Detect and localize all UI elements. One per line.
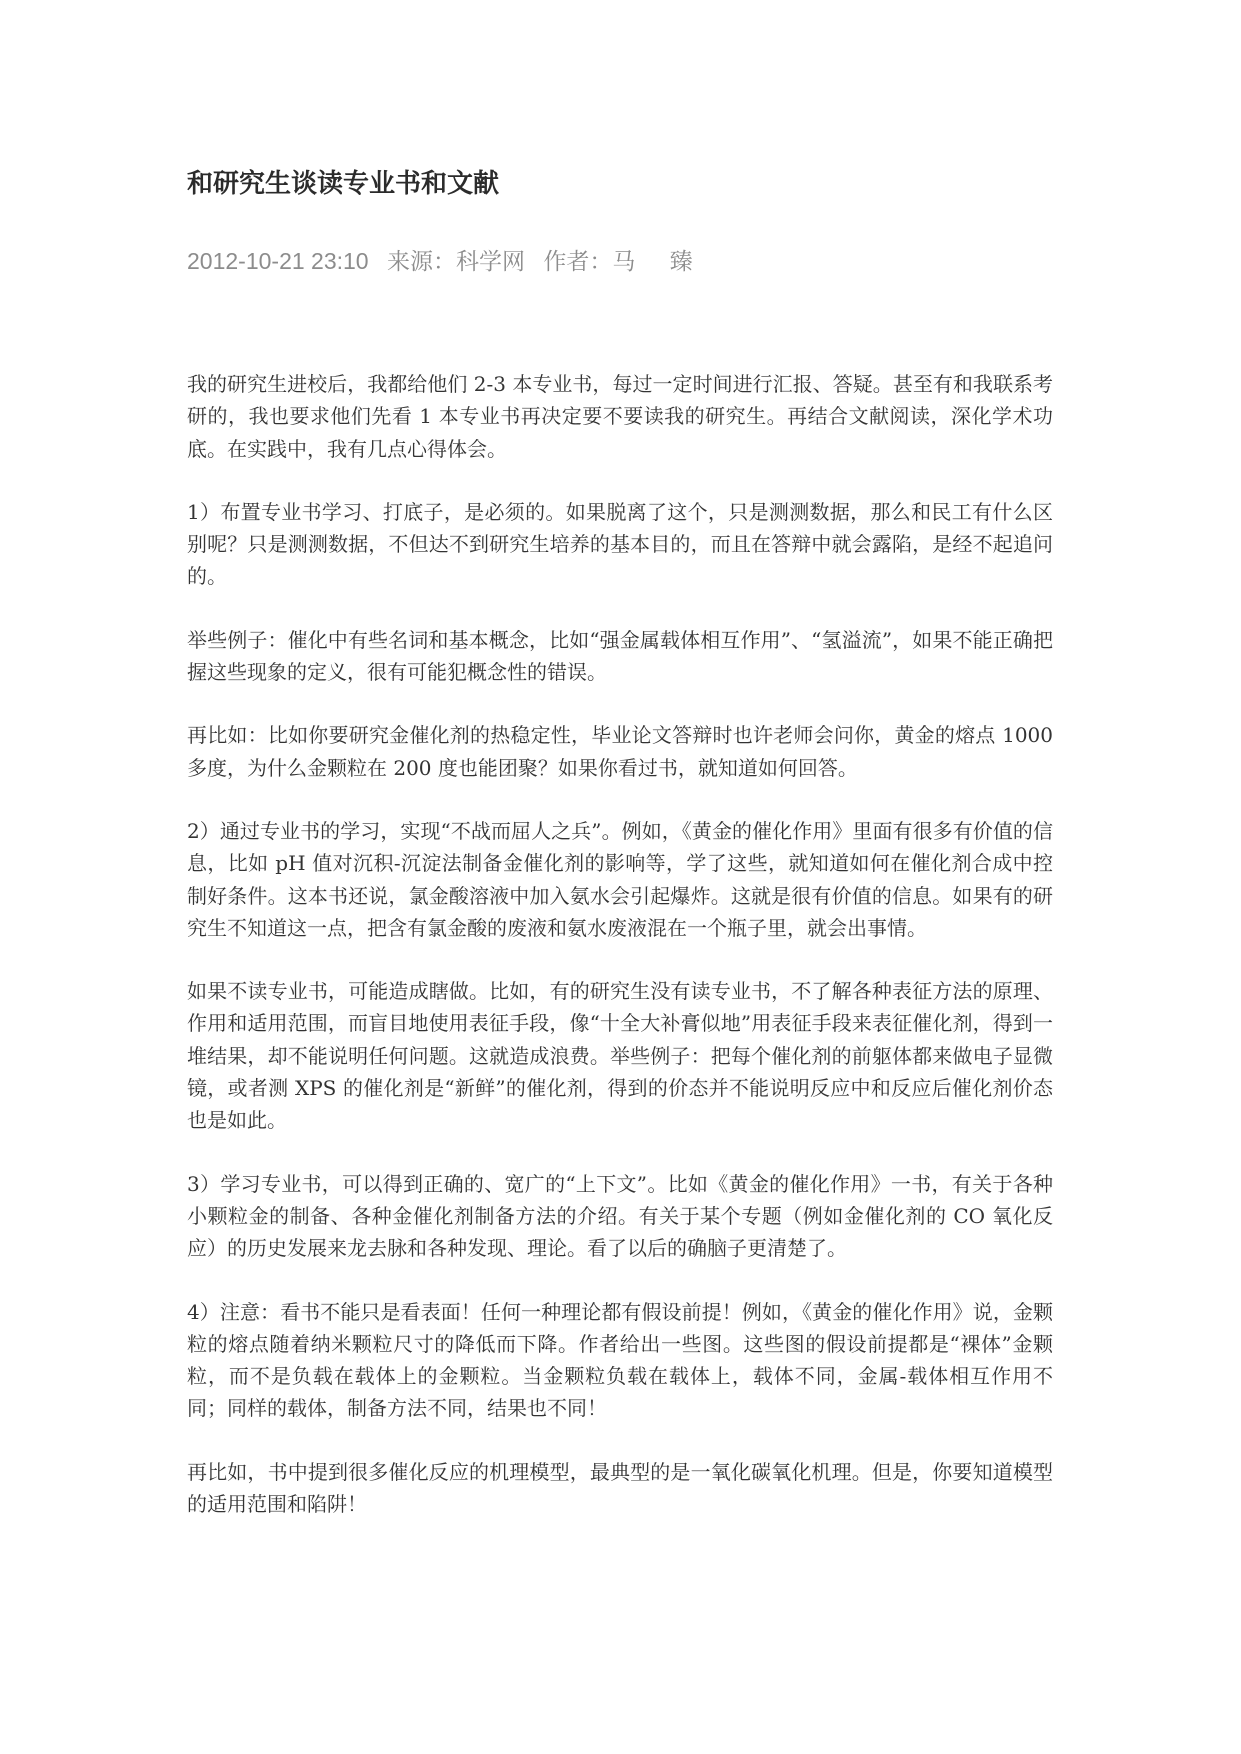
article-meta: [187, 244, 1067, 278]
paragraph-point-4: 4）注意：看书不能只是看表面！任何一种理论都有假设前提！例如，《黄金的催化作用》说，金颗粒的熔点随着纳米颗粒尺寸的降低而下降。作者给出一些图。这些图的假设前提都是“裸体”金颗粒，而不是负载在载体上的金颗粒。当金颗粒负载在载体上，载体不同，金属-载体相互作用不同；同样的载体，制备方法不同，结果也不同！: [187, 1299, 1053, 1421]
paragraph-blind-characterization: 如果不读专业书，可能造成瞎做。比如，有的研究生没有读专业书，不了解各种表征方法的原理、作用和适用范围，而盲目地使用表征手段，像“十全大补膏似地”用表征手段来表征催化剂，得到一堆结果，却不能说明任何问题。这就造成浪费。举些例子：把每个催化剂的前躯体都来做电子显微镜，或者测 XPS 的催化剂是“新鲜”的催化剂，得到的价态并不能说明反应中和反应后催化剂价态也是如此。: [187, 979, 1053, 1133]
source-label: 来源：科学网: [387, 248, 525, 274]
paragraph-intro: 我的研究生进校后，我都给他们 2-3 本专业书，每过一定时间进行汇报、答疑。甚至有和我联系考研的，我也要求他们先看 1 本专业书再决定要不要读我的研究生。再结合文献阅读，深化学术功底。在实践中，我有几点心得体会。: [187, 372, 1053, 461]
author-label: 作者：: [543, 248, 613, 274]
paragraph-point-3: 3）学习专业书，可以得到正确的、宽广的“上下文”。比如《黄金的催化作用》一书，有关于各种小颗粒金的制备、各种金催化剂制备方法的介绍。有关于某个专题（例如金催化剂的 CO 氧化反应）的历史发展来龙去脉和各种发现、理论。看了以后的确脑子更清楚了。: [187, 1171, 1053, 1261]
article-body: [187, 368, 1053, 1551]
paragraph-point-2: 2）通过专业书的学习，实现“不战而屈人之兵”。例如，《黄金的催化作用》里面有很多有价值的信息，比如 pH 值对沉积-沉淀法制备金催化剂的影响等，学了这些，就知道如何在催化剂合成中控制好条件。这本书还说，氯金酸溶液中加入氨水会引起爆炸。这就是很有价值的信息。如果有的研究生不知道这一点，把含有氯金酸的废液和氨水废液混在一个瓶子里，就会出事情。: [187, 818, 1053, 940]
article-title: 和研究生谈读专业书和文献: [187, 169, 500, 199]
paragraph-mechanism-models: 再比如，书中提到很多催化反应的机理模型，最典型的是一氧化碳氧化机理。但是，你要知道模型的适用范围和陷阱！: [187, 1459, 1053, 1517]
author-name: 马 臻: [612, 248, 707, 274]
paragraph-point-1: 1）布置专业书学习、打底子，是必须的。如果脱离了这个，只是测测数据，那么和民工有什么区别呢？只是测测数据，不但达不到研究生培养的基本目的，而且在答辩中就会露陷，是经不起追问的。: [187, 499, 1053, 589]
publish-datetime: 2012-10-21 23:10: [187, 248, 369, 274]
paragraph-example-concepts: 举些例子：催化中有些名词和基本概念，比如“强金属载体相互作用”、“氢溢流”，如果不能正确把握这些现象的定义，很有可能犯概念性的错误。: [187, 627, 1053, 685]
paragraph-example-melting-point: 再比如：比如你要研究金催化剂的热稳定性，毕业论文答辩时也许老师会问你，黄金的熔点 1000 多度，为什么金颗粒在 200 度也能团聚？如果你看过书，就知道如何回答。: [187, 723, 1053, 780]
